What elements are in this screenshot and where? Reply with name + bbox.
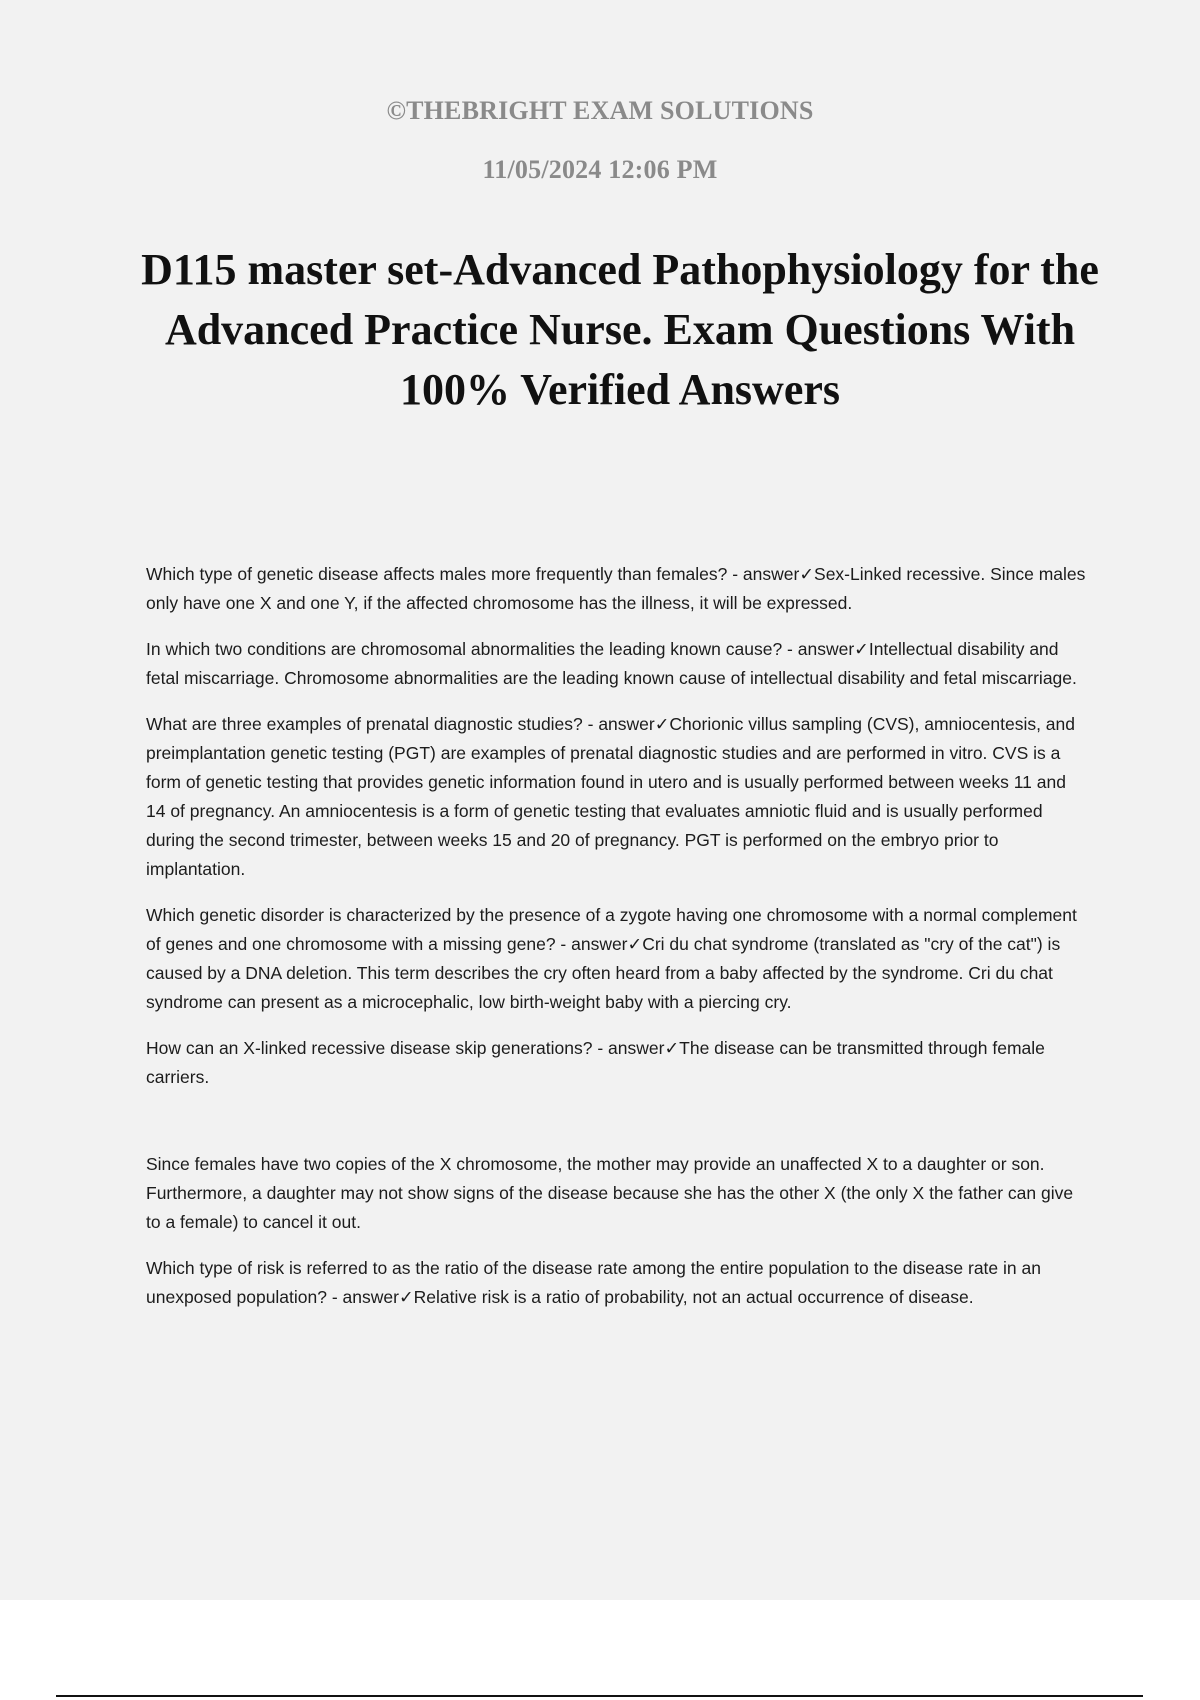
answer-text: The disease can be transmitted through female carriers. (146, 1038, 1045, 1087)
qa-content (146, 560, 1086, 1329)
qa-item (146, 710, 1086, 884)
qa-item (146, 1034, 1086, 1092)
checkmark-icon: ✓ (654, 714, 670, 734)
question-text: Which type of genetic disease affects males more frequently than females? - answer (146, 564, 800, 584)
checkmark-icon: ✓ (799, 564, 815, 584)
question-text: In which two conditions are chromosomal abnormalities the leading known cause? - answer (146, 639, 855, 659)
footer-divider (56, 1695, 1143, 1697)
checkmark-icon: ✓ (664, 1038, 680, 1058)
answer-text: Sex-Linked recessive. Since males only have one X and one Y, if the affected chromosome has the illness, it will be expressed. (146, 564, 1086, 613)
timestamp-header: 11/05/2024 12:06 PM (482, 155, 718, 184)
qa-item (146, 635, 1086, 693)
answer-text: Intellectual disability and fetal miscarriage. Chromosome abnormalities are the leading known cause of intellectual disability and fetal miscarriage. (146, 639, 1077, 688)
qa-item (146, 560, 1086, 618)
answer-text: Cri du chat syndrome (translated as "cry of the cat") is caused by a DNA deletion. This term describes the cry often heard from a baby affected by the syndrome. Cri du chat syndrome can present as a microcephalic, low birth-weight baby with a piercing cry. (146, 934, 1061, 1012)
question-text: Which type of risk is referred to as the ratio of the disease rate among the entire population to the disease rate in an unexposed population? - answer (146, 1258, 1041, 1307)
answer-text: Chorionic villus sampling (CVS), amniocentesis, and preimplantation genetic testing (PGT) are examples of prenatal diagnostic studies and are performed in vitro. CVS is a form of genetic testing that provides genetic information found in utero and is usually performed between weeks 11 and 14 of pregnancy. An amniocentesis is a form of genetic testing that evaluates amniotic fluid and is usually performed during the second trimester, between weeks 15 and 20 of pregnancy. PGT is performed on the embryo prior to implantation. (146, 714, 1076, 879)
document-title: D115 master set-Advanced Pathophysiology for the Advanced Practice Nurse. Exam Questions With 100% Verified Answers (141, 245, 1099, 414)
checkmark-icon: ✓ (398, 1287, 414, 1307)
qa-item (146, 1254, 1086, 1312)
brand-header: ©THEBRIGHT EXAM SOLUTIONS (386, 96, 814, 125)
question-text: Which genetic disorder is characterized by the presence of a zygote having one chromosome with a normal complement of genes and one chromosome with a missing gene? - answer (146, 905, 1077, 954)
qa-item (146, 901, 1086, 1017)
checkmark-icon: ✓ (627, 934, 643, 954)
continuation-paragraph: Since females have two copies of the X chromosome, the mother may provide an unaffected X to a daughter or son. Furthermore, a daughter may not show signs of the disease because she has the other X (the only X the father can give to a female) to cancel it out. (146, 1154, 1074, 1232)
question-text: What are three examples of prenatal diagnostic studies? - answer (146, 714, 655, 734)
checkmark-icon: ✓ (854, 639, 869, 659)
answer-text: Relative risk is a ratio of probability, not an actual occurrence of disease. (413, 1287, 974, 1307)
question-text: How can an X-linked recessive disease skip generations? - answer (146, 1038, 665, 1058)
